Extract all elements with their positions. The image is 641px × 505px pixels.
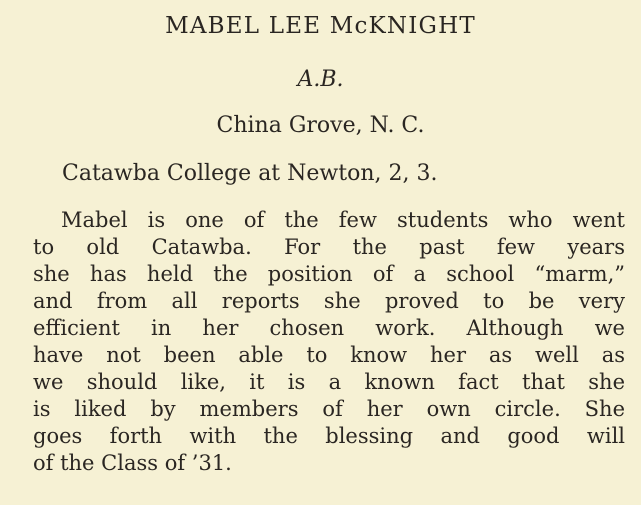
bio-line: she has held the position of a school “marm,” <box>33 262 625 286</box>
bio-line: Mabel is one of the few students who went <box>61 208 625 232</box>
biography <box>33 207 625 477</box>
student-name: MABEL LEE McKNIGHT <box>165 13 476 39</box>
bio-line: have not been able to know her as well as <box>33 343 625 367</box>
bio-line: to old Catawba. For the past few years <box>33 235 625 259</box>
bio-line: and from all reports she proved to be very <box>33 289 625 313</box>
bio-line: of the Class of ’31. <box>33 451 232 475</box>
bio-line: is liked by members of her own circle. She <box>33 397 625 421</box>
bio-line: efficient in her chosen work. Although we <box>33 316 625 340</box>
bio-line: we should like, it is a known fact that she <box>33 370 625 394</box>
bio-line: goes forth with the blessing and good will <box>33 424 625 448</box>
hometown: China Grove, N. C. <box>216 113 425 138</box>
college-history: Catawba College at Newton, 2, 3. <box>62 161 438 186</box>
degree: A.B. <box>297 67 344 92</box>
